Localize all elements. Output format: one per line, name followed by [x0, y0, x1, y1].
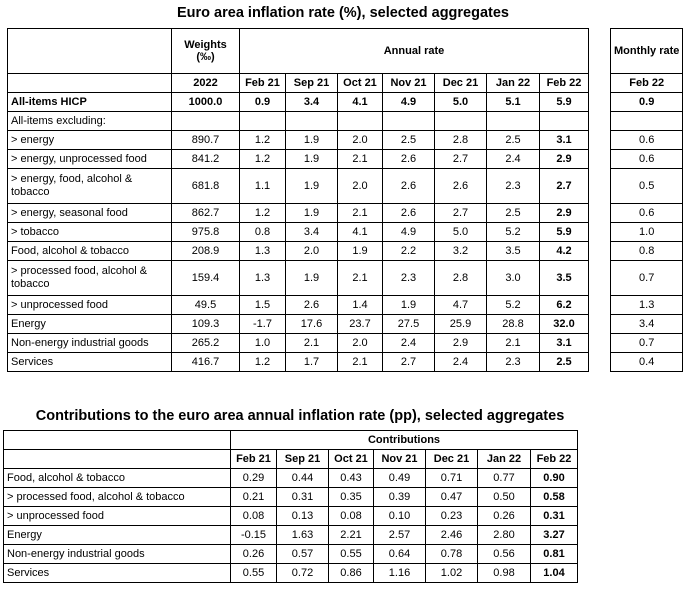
- annual-rate-value: [240, 112, 286, 131]
- table-row: [8, 261, 589, 296]
- monthly-row: [611, 334, 683, 353]
- contribution-value: 0.31: [277, 488, 329, 507]
- contribution-value: 0.72: [277, 564, 329, 583]
- monthly-row: [611, 204, 683, 223]
- annual-rate-value: 5.9: [540, 93, 589, 112]
- row-label: > unprocessed food: [4, 507, 231, 526]
- contribution-value: 1.02: [426, 564, 478, 583]
- header-blank-2: [4, 450, 231, 469]
- row-label: All-items HICP: [8, 93, 172, 112]
- row-label: > energy: [8, 131, 172, 150]
- weights-header: [172, 29, 240, 74]
- annual-rate-value: 25.9: [435, 315, 487, 334]
- annual-rate-value: 2.4: [435, 353, 487, 372]
- row-label: Energy: [4, 526, 231, 545]
- monthly-rate-value: 0.4: [611, 353, 683, 372]
- row-label: > processed food, alcohol & tobacco: [8, 261, 172, 296]
- contribution-value: 0.21: [231, 488, 277, 507]
- annual-rate-value: 32.0: [540, 315, 589, 334]
- annual-rate-value: 3.5: [540, 261, 589, 296]
- annual-rate-value: 3.4: [286, 223, 338, 242]
- monthly-rate-value: 1.0: [611, 223, 683, 242]
- monthly-row: [611, 223, 683, 242]
- annual-rate-value: [435, 112, 487, 131]
- contribution-value: 0.90: [531, 469, 578, 488]
- table-row: [8, 315, 589, 334]
- table-row: [4, 488, 578, 507]
- monthly-row: [611, 242, 683, 261]
- month-header: Oct 21: [338, 74, 383, 93]
- weight-value: 681.8: [172, 169, 240, 204]
- annual-rate-value: 2.5: [540, 353, 589, 372]
- weight-value: 841.2: [172, 150, 240, 169]
- annual-rate-value: 2.0: [286, 242, 338, 261]
- month-header: Sep 21: [277, 450, 329, 469]
- annual-rate-value: 4.1: [338, 223, 383, 242]
- annual-rate-value: 2.6: [435, 169, 487, 204]
- annual-rate-value: 1.9: [383, 296, 435, 315]
- annual-rate-value: 1.3: [240, 261, 286, 296]
- row-label: Food, alcohol & tobacco: [8, 242, 172, 261]
- table-row: [8, 296, 589, 315]
- contributions-header: Contributions: [231, 431, 578, 450]
- month-header: Feb 21: [240, 74, 286, 93]
- annual-rate-value: 2.8: [435, 261, 487, 296]
- row-label: > energy, food, alcohol & tobacco: [8, 169, 172, 204]
- table-row: [8, 112, 589, 131]
- monthly-rate-value: 3.4: [611, 315, 683, 334]
- annual-rate-value: 1.9: [286, 169, 338, 204]
- monthly-rate-value: 0.6: [611, 150, 683, 169]
- annual-rate-value: 2.5: [383, 131, 435, 150]
- annual-rate-value: 3.1: [540, 131, 589, 150]
- contribution-value: 2.80: [478, 526, 531, 545]
- weight-value: 265.2: [172, 334, 240, 353]
- contribution-value: 0.55: [231, 564, 277, 583]
- annual-rate-value: 2.5: [487, 131, 540, 150]
- annual-rate-value: 3.0: [487, 261, 540, 296]
- contribution-value: 0.43: [329, 469, 374, 488]
- contribution-value: 0.58: [531, 488, 578, 507]
- contribution-value: 0.31: [531, 507, 578, 526]
- annual-rate-value: 2.5: [487, 204, 540, 223]
- annual-rate-value: 4.1: [338, 93, 383, 112]
- monthly-row: [611, 93, 683, 112]
- contribution-value: 0.50: [478, 488, 531, 507]
- annual-rate-value: 0.9: [240, 93, 286, 112]
- annual-rate-value: 2.3: [487, 169, 540, 204]
- annual-rate-value: 3.4: [286, 93, 338, 112]
- annual-rate-value: 1.2: [240, 353, 286, 372]
- annual-rate-value: 2.1: [286, 334, 338, 353]
- contribution-value: 0.39: [374, 488, 426, 507]
- annual-rate-value: 4.7: [435, 296, 487, 315]
- annual-rate-value: 5.9: [540, 223, 589, 242]
- annual-rate-value: 2.1: [338, 261, 383, 296]
- month-header: Jan 22: [478, 450, 531, 469]
- annual-rate-value: 4.9: [383, 223, 435, 242]
- annual-rate-value: [487, 112, 540, 131]
- contribution-value: 0.78: [426, 545, 478, 564]
- annual-rate-value: 6.2: [540, 296, 589, 315]
- annual-rate-value: 2.1: [487, 334, 540, 353]
- contribution-value: 0.49: [374, 469, 426, 488]
- table-row: [8, 131, 589, 150]
- table1-header-row: [8, 29, 589, 74]
- annual-rate-value: 2.1: [338, 204, 383, 223]
- annual-rate-value: 2.6: [383, 150, 435, 169]
- month-header: Dec 21: [426, 450, 478, 469]
- annual-rate-value: 2.8: [435, 131, 487, 150]
- row-label: Energy: [8, 315, 172, 334]
- weight-value: [172, 112, 240, 131]
- annual-rate-value: 23.7: [338, 315, 383, 334]
- annual-rate-value: 1.0: [240, 334, 286, 353]
- contributions-table: [3, 430, 578, 583]
- monthly-row: [611, 150, 683, 169]
- contribution-value: 2.46: [426, 526, 478, 545]
- month-header: Feb 22: [531, 450, 578, 469]
- annual-rate-value: 2.3: [487, 353, 540, 372]
- annual-rate-value: 2.2: [383, 242, 435, 261]
- row-label: > energy, seasonal food: [8, 204, 172, 223]
- contribution-value: 3.27: [531, 526, 578, 545]
- annual-rate-value: 1.9: [286, 150, 338, 169]
- annual-rate-value: 2.6: [286, 296, 338, 315]
- annual-rate-value: 1.5: [240, 296, 286, 315]
- row-label: Non-energy industrial goods: [4, 545, 231, 564]
- weights-label: Weights: [184, 39, 227, 51]
- annual-rate-value: [383, 112, 435, 131]
- table-row: [8, 223, 589, 242]
- annual-rate-value: 3.5: [487, 242, 540, 261]
- contribution-value: 0.10: [374, 507, 426, 526]
- annual-rate-value: 1.9: [286, 204, 338, 223]
- annual-rate-value: [286, 112, 338, 131]
- annual-rate-value: 2.7: [435, 150, 487, 169]
- contribution-value: 0.77: [478, 469, 531, 488]
- table-row: [4, 564, 578, 583]
- monthly-row: [611, 353, 683, 372]
- annual-rate-value: 5.2: [487, 223, 540, 242]
- contribution-value: 0.47: [426, 488, 478, 507]
- contribution-value: 2.57: [374, 526, 426, 545]
- annual-rate-value: 2.7: [435, 204, 487, 223]
- table-row: [4, 526, 578, 545]
- contribution-value: 1.63: [277, 526, 329, 545]
- annual-rate-value: 2.9: [540, 204, 589, 223]
- contribution-value: 0.57: [277, 545, 329, 564]
- annual-rate-value: 1.2: [240, 204, 286, 223]
- contribution-value: 1.04: [531, 564, 578, 583]
- weights-unit: (‰): [196, 51, 215, 63]
- month-header: Sep 21: [286, 74, 338, 93]
- monthly-row: [611, 315, 683, 334]
- annual-rate-header: Annual rate: [240, 29, 589, 74]
- contribution-value: 1.16: [374, 564, 426, 583]
- weight-value: 159.4: [172, 261, 240, 296]
- monthly-row: [611, 169, 683, 204]
- annual-rate-value: 2.0: [338, 169, 383, 204]
- annual-rate-value: 1.7: [286, 353, 338, 372]
- month-header: Dec 21: [435, 74, 487, 93]
- annual-rate-value: 5.1: [487, 93, 540, 112]
- annual-rate-value: 0.8: [240, 223, 286, 242]
- annual-rate-value: 5.0: [435, 223, 487, 242]
- annual-rate-value: 1.9: [338, 242, 383, 261]
- annual-rate-value: 1.3: [240, 242, 286, 261]
- annual-rate-value: 28.8: [487, 315, 540, 334]
- annual-rate-value: 1.2: [240, 150, 286, 169]
- header-blank-2: [8, 74, 172, 93]
- table1-title: Euro area inflation rate (%), selected aggregates: [177, 5, 509, 21]
- weight-value: 208.9: [172, 242, 240, 261]
- weight-value: 975.8: [172, 223, 240, 242]
- annual-rate-value: 27.5: [383, 315, 435, 334]
- annual-rate-value: 2.9: [435, 334, 487, 353]
- month-header: Jan 22: [487, 74, 540, 93]
- annual-rate-value: 2.6: [383, 204, 435, 223]
- monthly-row: [611, 296, 683, 315]
- monthly-row: [611, 261, 683, 296]
- monthly-row: [611, 112, 683, 131]
- annual-rate-value: 3.1: [540, 334, 589, 353]
- contribution-value: 0.26: [478, 507, 531, 526]
- table-row: [8, 93, 589, 112]
- monthly-rate-header: Monthly rate: [611, 29, 683, 74]
- row-label: Services: [8, 353, 172, 372]
- contribution-value: 0.44: [277, 469, 329, 488]
- annual-rate-value: 2.9: [540, 150, 589, 169]
- contribution-value: 0.23: [426, 507, 478, 526]
- annual-rate-value: 2.7: [540, 169, 589, 204]
- monthly-rate-value: 0.7: [611, 334, 683, 353]
- annual-rate-value: 1.9: [286, 261, 338, 296]
- annual-rate-value: 1.4: [338, 296, 383, 315]
- annual-rate-value: 4.2: [540, 242, 589, 261]
- table2-title: Contributions to the euro area annual inflation rate (pp), selected aggregates: [35, 408, 565, 424]
- month-header: Feb 21: [231, 450, 277, 469]
- contribution-value: 2.21: [329, 526, 374, 545]
- annual-rate-value: 1.9: [286, 131, 338, 150]
- table-row: [8, 204, 589, 223]
- monthly-rate-value: 0.6: [611, 204, 683, 223]
- annual-rate-value: 17.6: [286, 315, 338, 334]
- monthly-rate-value: 0.6: [611, 131, 683, 150]
- row-label: All-items excluding:: [8, 112, 172, 131]
- annual-rate-value: 2.7: [383, 353, 435, 372]
- table-row: [8, 150, 589, 169]
- annual-rate-value: 1.1: [240, 169, 286, 204]
- row-label: Food, alcohol & tobacco: [4, 469, 231, 488]
- contribution-value: 0.56: [478, 545, 531, 564]
- contribution-value: -0.15: [231, 526, 277, 545]
- table-row: [8, 169, 589, 204]
- annual-rate-value: -1.7: [240, 315, 286, 334]
- annual-rate-value: 2.6: [383, 169, 435, 204]
- contribution-value: 0.71: [426, 469, 478, 488]
- contribution-value: 0.08: [231, 507, 277, 526]
- inflation-rate-table: [7, 28, 589, 372]
- contribution-value: 0.35: [329, 488, 374, 507]
- monthly-rate-value: 0.5: [611, 169, 683, 204]
- annual-rate-value: 3.2: [435, 242, 487, 261]
- contribution-value: 0.86: [329, 564, 374, 583]
- table-row: [4, 507, 578, 526]
- monthly-rate-table: [610, 28, 683, 372]
- contribution-value: 0.81: [531, 545, 578, 564]
- annual-rate-value: 2.1: [338, 353, 383, 372]
- contribution-value: 0.26: [231, 545, 277, 564]
- monthly-rate-value: 0.9: [611, 93, 683, 112]
- annual-rate-value: 4.9: [383, 93, 435, 112]
- table-row: [4, 545, 578, 564]
- month-header: Oct 21: [329, 450, 374, 469]
- annual-rate-value: 2.4: [487, 150, 540, 169]
- contribution-value: 0.29: [231, 469, 277, 488]
- annual-rate-value: [338, 112, 383, 131]
- contribution-value: 0.08: [329, 507, 374, 526]
- table-row: [8, 353, 589, 372]
- row-label: > energy, unprocessed food: [8, 150, 172, 169]
- month-header: Nov 21: [383, 74, 435, 93]
- monthly-row: [611, 131, 683, 150]
- table-row: [8, 334, 589, 353]
- header-blank: [8, 29, 172, 74]
- month-header: Nov 21: [374, 450, 426, 469]
- monthly-month-header: Feb 22: [611, 74, 683, 93]
- year-header: 2022: [172, 74, 240, 93]
- weight-value: 109.3: [172, 315, 240, 334]
- weight-value: 890.7: [172, 131, 240, 150]
- table-row: [8, 242, 589, 261]
- weight-value: 862.7: [172, 204, 240, 223]
- monthly-rate-value: 0.7: [611, 261, 683, 296]
- annual-rate-value: 5.2: [487, 296, 540, 315]
- monthly-rate-value: [611, 112, 683, 131]
- row-label: > unprocessed food: [8, 296, 172, 315]
- row-label: > tobacco: [8, 223, 172, 242]
- annual-rate-value: 2.4: [383, 334, 435, 353]
- row-label: Non-energy industrial goods: [8, 334, 172, 353]
- monthly-rate-value: 0.8: [611, 242, 683, 261]
- annual-rate-value: 5.0: [435, 93, 487, 112]
- annual-rate-value: 2.0: [338, 334, 383, 353]
- annual-rate-value: 2.0: [338, 131, 383, 150]
- contribution-value: 0.55: [329, 545, 374, 564]
- annual-rate-value: [540, 112, 589, 131]
- weight-value: 1000.0: [172, 93, 240, 112]
- row-label: > processed food, alcohol & tobacco: [4, 488, 231, 507]
- weight-value: 49.5: [172, 296, 240, 315]
- annual-rate-value: 2.1: [338, 150, 383, 169]
- table-row: [4, 469, 578, 488]
- annual-rate-value: 2.3: [383, 261, 435, 296]
- month-header: Feb 22: [540, 74, 589, 93]
- header-blank: [4, 431, 231, 450]
- annual-rate-value: 1.2: [240, 131, 286, 150]
- contribution-value: 0.98: [478, 564, 531, 583]
- row-label: Services: [4, 564, 231, 583]
- contribution-value: 0.13: [277, 507, 329, 526]
- monthly-rate-value: 1.3: [611, 296, 683, 315]
- contribution-value: 0.64: [374, 545, 426, 564]
- weight-value: 416.7: [172, 353, 240, 372]
